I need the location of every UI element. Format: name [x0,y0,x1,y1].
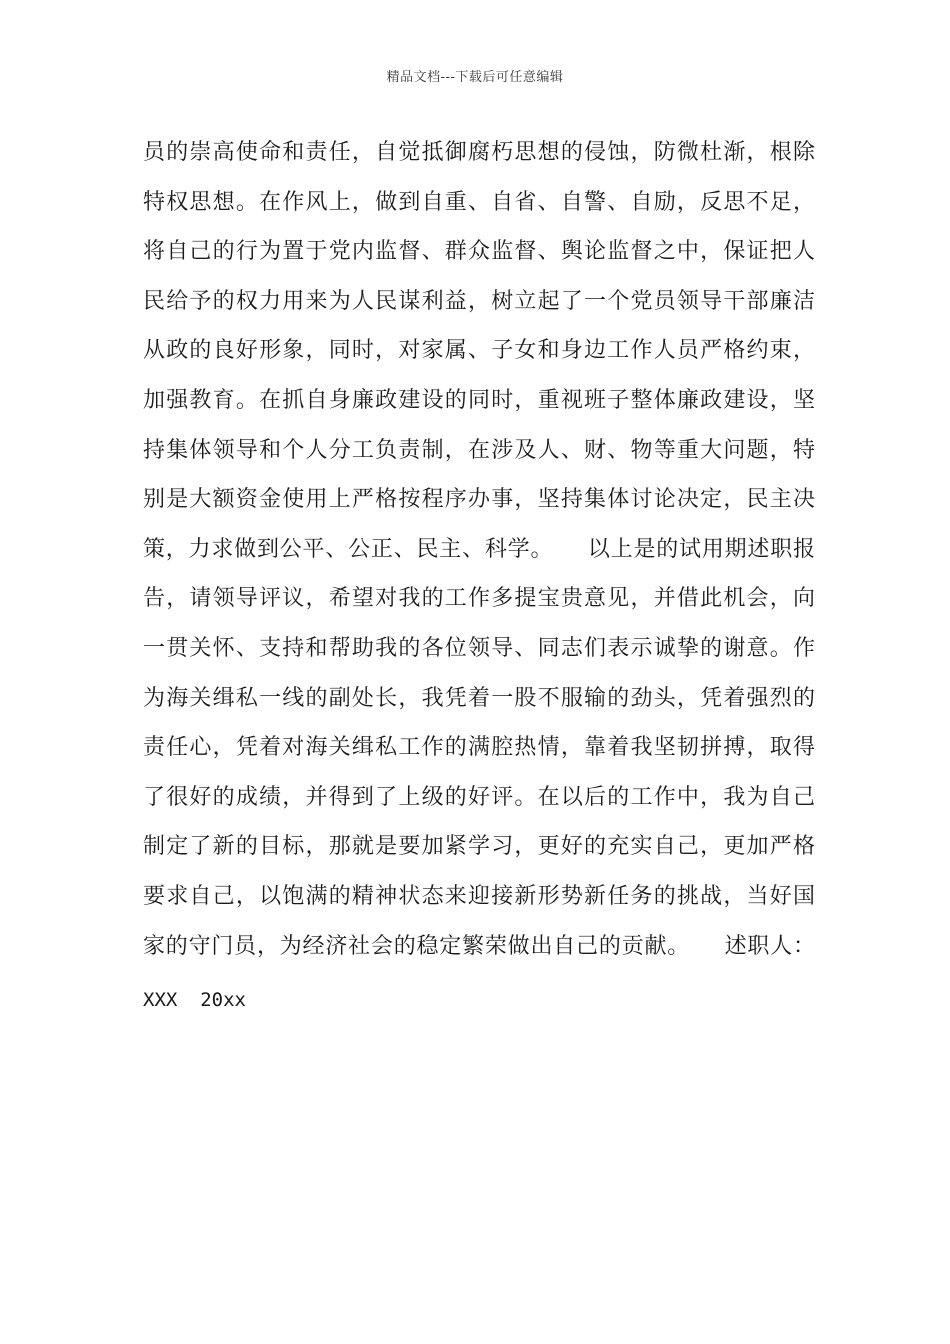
body-line: 特权思想。在作风上，做到自重、自省、自警、自励，反思不足， [143,189,815,215]
body-line: 一贯关怀、支持和帮助我的各位领导、同志们表示诚挚的谢意。作 [143,635,815,661]
body-line: 告，请领导评议，希望对我的工作多提宝贵意见，并借此机会，向 [143,586,815,612]
signoff-line: XXX 20xx [143,989,246,1011]
body-line: 持集体领导和个人分工负责制，在涉及人、财、物等重大问题，特 [143,437,815,463]
body-line: 为海关缉私一线的副处长，我凭着一股不服输的劲头，凭着强烈的 [143,685,815,711]
body-line: 从政的良好形象，同时，对家属、子女和身边工作人员严格约束， [143,338,815,364]
body-line: 要求自己，以饱满的精神状态来迎接新形势新任务的挑战，当好国 [143,883,815,909]
body-line: 家的守门员，为经济社会的稳定繁荣做出自己的贡献。 述职人： [143,933,815,959]
body-line: 员的崇高使命和责任，自觉抵御腐朽思想的侵蚀，防微杜渐，根除 [143,140,815,165]
page-header: 精品文档---下载后可任意编辑 [386,70,564,85]
body-text [143,128,815,971]
body-line: 将自己的行为置于党内监督、群众监督、舆论监督之中，保证把人 [143,239,815,265]
body-line: 策，力求做到公平、公正、民主、科学。 以上是的试用期述职报 [143,536,815,562]
body-line: 制定了新的目标，那就是要加紧学习，更好的充实自己，更加严格 [143,834,815,860]
body-line: 民给予的权力用来为人民谋利益，树立起了一个党员领导干部廉洁 [143,288,815,314]
body-line: 责任心，凭着对海关缉私工作的满腔热情，靠着我坚韧拼搏，取得 [143,735,815,761]
body-line: 别是大额资金使用上严格按程序办事，坚持集体讨论决定，民主决 [143,487,815,513]
body-line: 了很好的成绩，并得到了上级的好评。在以后的工作中，我为自己 [143,784,815,810]
body-line: 加强教育。在抓自身廉政建设的同时，重视班子整体廉政建设，坚 [143,387,815,413]
